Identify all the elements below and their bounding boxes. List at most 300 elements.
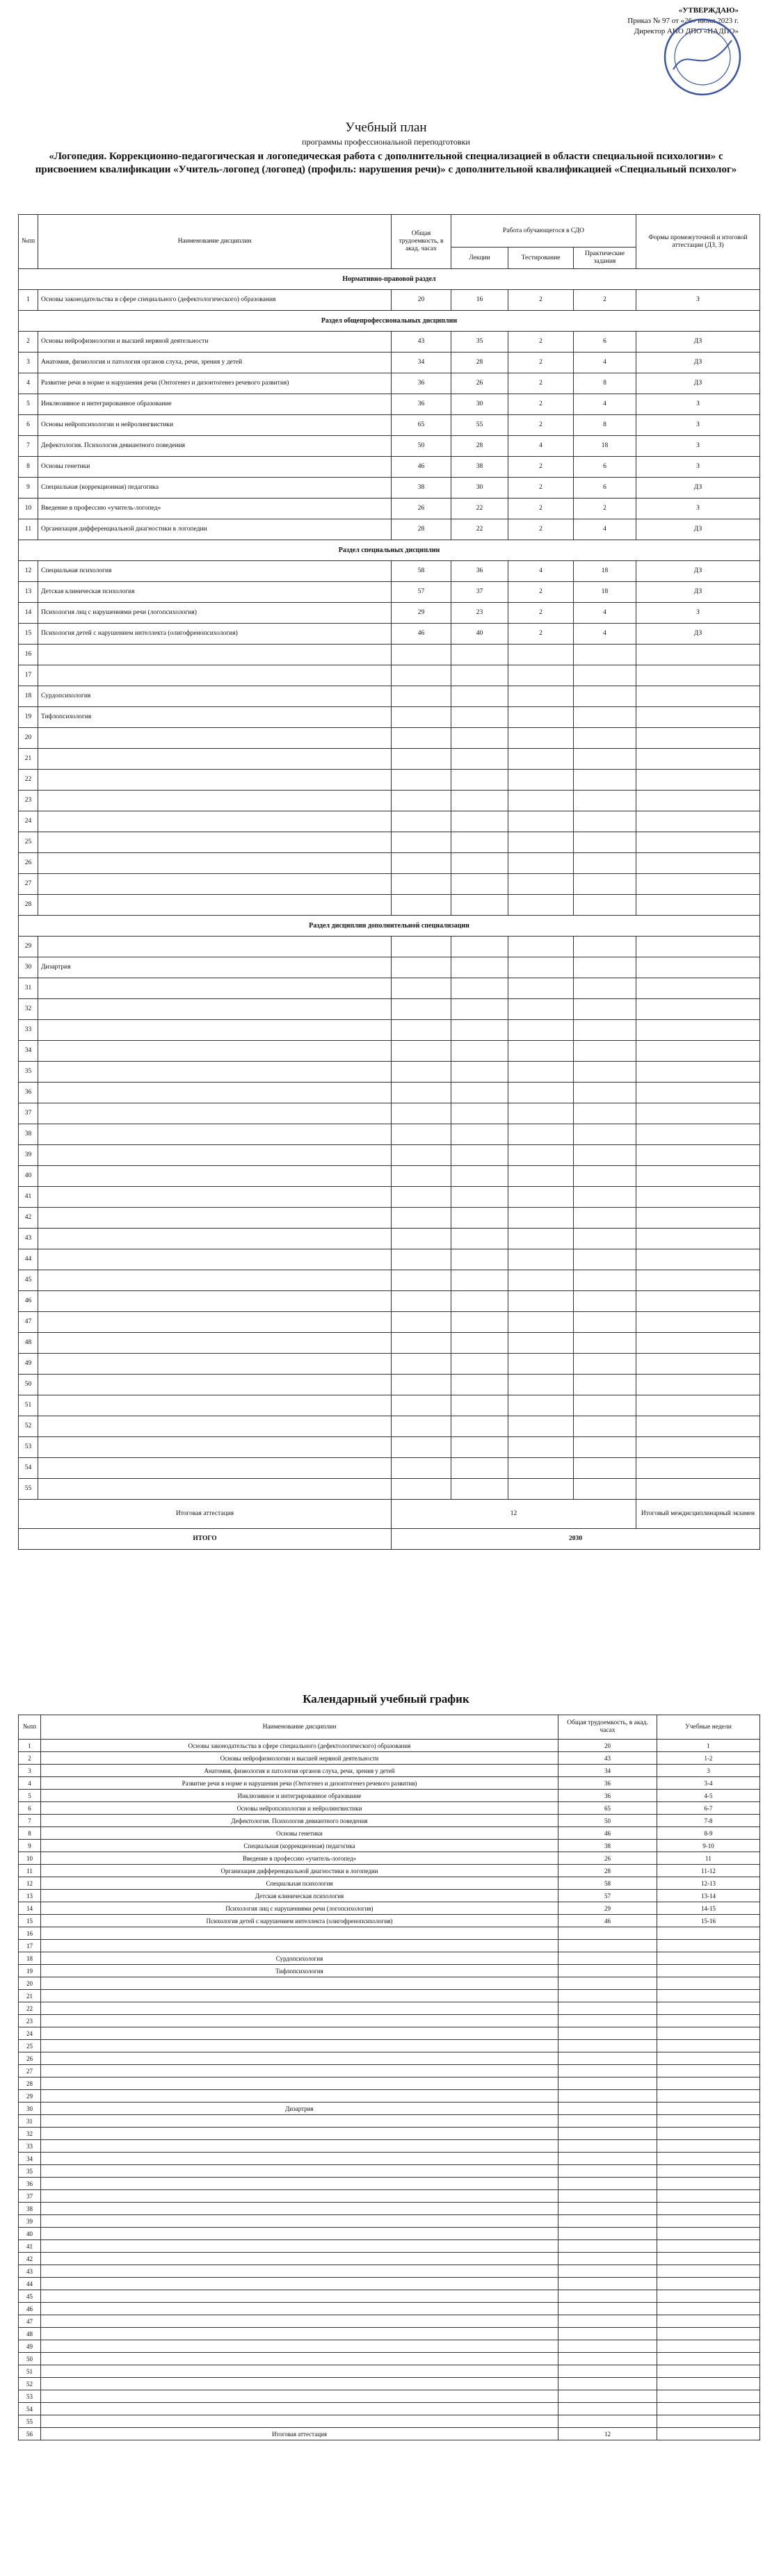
row-number: 23 — [19, 791, 38, 811]
total-hours: 28 — [392, 519, 451, 540]
total-hours — [558, 2240, 657, 2253]
practice-hours — [574, 1083, 636, 1103]
total-hours — [392, 1375, 451, 1395]
calendar-row — [19, 2265, 760, 2278]
col-sdo-header: Работа обучающегося в СДО — [451, 215, 636, 248]
row-number: 1 — [19, 290, 38, 311]
discipline-name: Специальная психология — [38, 561, 392, 582]
lecture-hours — [451, 978, 508, 999]
lecture-hours — [451, 1229, 508, 1249]
row-number: 21 — [19, 1990, 41, 2002]
assessment-form — [636, 1166, 760, 1187]
discipline-name — [38, 770, 392, 791]
row-number: 50 — [19, 2353, 41, 2365]
table-row — [19, 1124, 760, 1145]
testing-hours — [508, 1249, 574, 1270]
section-header-row — [19, 540, 760, 561]
lecture-hours: 55 — [451, 415, 508, 436]
total-hours: 36 — [558, 1777, 657, 1790]
calendar-row — [19, 2290, 760, 2303]
lecture-hours: 30 — [451, 394, 508, 415]
row-number: 27 — [19, 874, 38, 895]
total-hours: 34 — [558, 1765, 657, 1777]
discipline-name — [41, 2077, 558, 2090]
row-number: 40 — [19, 2228, 41, 2240]
row-number: 38 — [19, 1124, 38, 1145]
row-number: 47 — [19, 2315, 41, 2328]
study-weeks: 1-2 — [657, 1752, 760, 1765]
table-row — [19, 1437, 760, 1458]
testing-hours: 2 — [508, 394, 574, 415]
row-number: 13 — [19, 1890, 41, 1902]
discipline-name: Дизартрия — [41, 2103, 558, 2115]
practice-hours — [574, 1458, 636, 1479]
assessment-form — [636, 1249, 760, 1270]
row-number: 3 — [19, 353, 38, 373]
assessment-form — [636, 791, 760, 811]
calendar-row — [19, 2378, 760, 2390]
testing-hours — [508, 1166, 574, 1187]
discipline-name: Основы генетики — [38, 457, 392, 478]
row-number: 20 — [19, 1977, 41, 1990]
row-number: 55 — [19, 1479, 38, 1500]
discipline-name — [41, 2140, 558, 2153]
calendar-row — [19, 2090, 760, 2103]
lecture-hours: 37 — [451, 582, 508, 603]
study-weeks — [657, 2240, 760, 2253]
calendar-row — [19, 2303, 760, 2315]
total-hours: 36 — [558, 1790, 657, 1802]
discipline-name: Психология лиц с нарушениями речи (логопсихология) — [41, 1902, 558, 1915]
table-row — [19, 519, 760, 540]
assessment-form — [636, 1062, 760, 1083]
table-row — [19, 1208, 760, 1229]
assessment-form — [636, 1479, 760, 1500]
row-number: 6 — [19, 415, 38, 436]
practice-hours — [574, 665, 636, 686]
total-hours — [392, 707, 451, 728]
testing-hours: 2 — [508, 457, 574, 478]
row-number: 10 — [19, 499, 38, 519]
lecture-hours — [451, 1312, 508, 1333]
row-number: 53 — [19, 1437, 38, 1458]
discipline-name — [38, 1208, 392, 1229]
study-weeks: 8-9 — [657, 1827, 760, 1840]
discipline-name: Основы нейрофизиологии и высшей нервной деятельности — [41, 1752, 558, 1765]
study-weeks — [657, 2303, 760, 2315]
section-title: Раздел дисциплин дополнительной специализации — [19, 916, 760, 937]
total-hours — [392, 749, 451, 770]
discipline-name — [38, 1416, 392, 1437]
practice-hours — [574, 791, 636, 811]
study-weeks — [657, 2253, 760, 2265]
row-number: 47 — [19, 1312, 38, 1333]
assessment-form — [636, 1291, 760, 1312]
table-row — [19, 1416, 760, 1437]
table-row — [19, 1270, 760, 1291]
discipline-name — [41, 2328, 558, 2340]
table-row — [19, 665, 760, 686]
discipline-name: Специальная (коррекционная) педагогика — [41, 1840, 558, 1852]
calendar-row — [19, 2415, 760, 2428]
total-hours — [392, 1479, 451, 1500]
row-number: 52 — [19, 2378, 41, 2390]
discipline-name: Основы нейрофизиологии и высшей нервной деятельности — [38, 332, 392, 353]
practice-hours — [574, 978, 636, 999]
discipline-name — [38, 665, 392, 686]
row-number: 23 — [19, 2015, 41, 2027]
cal-col-num-header: №пп — [19, 1715, 41, 1740]
lecture-hours — [451, 1375, 508, 1395]
study-weeks — [657, 2390, 760, 2403]
row-number: 37 — [19, 1103, 38, 1124]
total-hours — [392, 1124, 451, 1145]
total-hours — [392, 999, 451, 1020]
total-row — [19, 1529, 760, 1550]
testing-hours — [508, 1312, 574, 1333]
total-hours — [392, 728, 451, 749]
row-number: 30 — [19, 957, 38, 978]
discipline-name: Дефектология. Психология девиантного поведения — [38, 436, 392, 457]
calendar-row — [19, 1965, 760, 1977]
calendar-row — [19, 2077, 760, 2090]
practice-hours: 18 — [574, 436, 636, 457]
testing-hours — [508, 1354, 574, 1375]
practice-hours — [574, 1062, 636, 1083]
discipline-name — [41, 2240, 558, 2253]
study-weeks: 7-8 — [657, 1815, 760, 1827]
final-certification-form: Итоговый междисциплинарный экзамен — [636, 1500, 760, 1529]
total-hours: 43 — [558, 1752, 657, 1765]
discipline-name — [38, 1354, 392, 1375]
total-hours: 50 — [392, 436, 451, 457]
row-number: 1 — [19, 1740, 41, 1752]
study-weeks — [657, 2328, 760, 2340]
practice-hours — [574, 1375, 636, 1395]
total-hours — [558, 2090, 657, 2103]
row-number: 9 — [19, 478, 38, 499]
discipline-name — [38, 1020, 392, 1041]
lecture-hours — [451, 1416, 508, 1437]
section-header-row — [19, 916, 760, 937]
assessment-form — [636, 1041, 760, 1062]
row-number: 4 — [19, 373, 38, 394]
practice-hours — [574, 728, 636, 749]
total-hours: 46 — [392, 457, 451, 478]
assessment-form: З — [636, 415, 760, 436]
calendar-row — [19, 2353, 760, 2365]
calendar-row — [19, 2340, 760, 2353]
total-label: ИТОГО — [19, 1529, 392, 1550]
total-hours — [558, 2253, 657, 2265]
discipline-name — [41, 2340, 558, 2353]
study-weeks — [657, 2065, 760, 2077]
row-number: 19 — [19, 707, 38, 728]
final-certification-row — [19, 1500, 760, 1529]
calendar-row — [19, 1877, 760, 1890]
practice-hours: 2 — [574, 499, 636, 519]
total-hours: 29 — [392, 603, 451, 624]
table-row — [19, 895, 760, 916]
total-hours: 26 — [558, 1852, 657, 1865]
assessment-form — [636, 1187, 760, 1208]
calendar-row — [19, 2040, 760, 2052]
col-total-header: Общая трудоемкость, в акад. часах — [392, 215, 451, 269]
total-hours — [558, 1940, 657, 1952]
discipline-name — [41, 1940, 558, 1952]
row-number: 50 — [19, 1375, 38, 1395]
total-hours: 26 — [392, 499, 451, 519]
table-row — [19, 749, 760, 770]
lecture-hours — [451, 1062, 508, 1083]
signature-stroke — [673, 40, 732, 70]
row-number: 17 — [19, 665, 38, 686]
discipline-name: Инклюзивное и интегрированное образование — [38, 394, 392, 415]
total-hours — [558, 2353, 657, 2365]
total-hours — [558, 1965, 657, 1977]
assessment-form: З — [636, 457, 760, 478]
testing-hours — [508, 1291, 574, 1312]
assessment-form: ДЗ — [636, 519, 760, 540]
testing-hours — [508, 978, 574, 999]
lecture-hours: 40 — [451, 624, 508, 645]
lecture-hours — [451, 895, 508, 916]
total-hours — [558, 2290, 657, 2303]
practice-hours: 4 — [574, 624, 636, 645]
table-row — [19, 499, 760, 519]
row-number: 20 — [19, 728, 38, 749]
assessment-form — [636, 978, 760, 999]
final-certification-hours: 12 — [392, 1500, 636, 1529]
testing-hours — [508, 1062, 574, 1083]
discipline-name — [41, 2065, 558, 2077]
table-row — [19, 728, 760, 749]
section-header-row — [19, 311, 760, 332]
total-hours — [558, 2040, 657, 2052]
calendar-row — [19, 2115, 760, 2128]
discipline-name — [41, 2390, 558, 2403]
lecture-hours — [451, 832, 508, 853]
assessment-form — [636, 811, 760, 832]
calendar-row — [19, 1915, 760, 1927]
study-weeks — [657, 2365, 760, 2378]
lecture-hours: 23 — [451, 603, 508, 624]
row-number: 28 — [19, 895, 38, 916]
testing-hours: 2 — [508, 478, 574, 499]
row-number: 22 — [19, 770, 38, 791]
col-practice-header: Практические задания — [574, 248, 636, 269]
assessment-form — [636, 1208, 760, 1229]
discipline-name: Инклюзивное и интегрированное образование — [41, 1790, 558, 1802]
lecture-hours — [451, 957, 508, 978]
practice-hours — [574, 1479, 636, 1500]
study-weeks: 9-10 — [657, 1840, 760, 1852]
lecture-hours — [451, 1291, 508, 1312]
row-number: 51 — [19, 2365, 41, 2378]
cal-col-weeks-header: Учебные недели — [657, 1715, 760, 1740]
assessment-form: З — [636, 290, 760, 311]
discipline-name: Введение в профессию «учитель-логопед» — [41, 1852, 558, 1865]
discipline-name — [38, 1166, 392, 1187]
practice-hours: 8 — [574, 373, 636, 394]
discipline-name — [38, 1124, 392, 1145]
row-number: 32 — [19, 999, 38, 1020]
assessment-form — [636, 1458, 760, 1479]
lecture-hours — [451, 1103, 508, 1124]
lecture-hours: 36 — [451, 561, 508, 582]
study-weeks — [657, 1940, 760, 1952]
row-number: 8 — [19, 1827, 41, 1840]
testing-hours — [508, 1416, 574, 1437]
total-hours: 46 — [558, 1915, 657, 1927]
discipline-name — [38, 811, 392, 832]
total-hours — [558, 2315, 657, 2328]
practice-hours — [574, 686, 636, 707]
practice-hours — [574, 1229, 636, 1249]
calendar-row — [19, 2002, 760, 2015]
table-row — [19, 1333, 760, 1354]
calendar-row — [19, 1802, 760, 1815]
practice-hours — [574, 1041, 636, 1062]
row-number: 17 — [19, 1940, 41, 1952]
study-weeks: 6-7 — [657, 1802, 760, 1815]
row-number: 14 — [19, 603, 38, 624]
calendar-row — [19, 2027, 760, 2040]
total-hours — [392, 1166, 451, 1187]
total-hours — [558, 2215, 657, 2228]
assessment-form: ДЗ — [636, 332, 760, 353]
table-row — [19, 686, 760, 707]
study-weeks — [657, 2378, 760, 2390]
calendar-row — [19, 2403, 760, 2415]
practice-hours — [574, 1187, 636, 1208]
cal-col-name-header: Наименование дисциплин — [41, 1715, 558, 1740]
lecture-hours — [451, 770, 508, 791]
col-testing-header: Тестирование — [508, 248, 574, 269]
total-hours: 36 — [392, 373, 451, 394]
discipline-name — [38, 1333, 392, 1354]
lecture-hours — [451, 1124, 508, 1145]
lecture-hours — [451, 645, 508, 665]
study-weeks — [657, 2415, 760, 2428]
row-number: 14 — [19, 1902, 41, 1915]
total-hours — [558, 2190, 657, 2203]
study-weeks — [657, 2153, 760, 2165]
study-weeks: 3-4 — [657, 1777, 760, 1790]
total-hours: 58 — [558, 1877, 657, 1890]
practice-hours — [574, 770, 636, 791]
lecture-hours — [451, 1020, 508, 1041]
testing-hours: 2 — [508, 290, 574, 311]
section-header-row — [19, 269, 760, 290]
calendar-row — [19, 2065, 760, 2077]
testing-hours: 2 — [508, 332, 574, 353]
row-number: 49 — [19, 2340, 41, 2353]
table-row — [19, 457, 760, 478]
total-hours — [558, 2365, 657, 2378]
study-weeks — [657, 2215, 760, 2228]
assessment-form — [636, 1270, 760, 1291]
total-hours — [392, 957, 451, 978]
row-number: 39 — [19, 1145, 38, 1166]
row-number: 39 — [19, 2215, 41, 2228]
row-number: 37 — [19, 2190, 41, 2203]
plan-heading — [0, 120, 772, 177]
total-hours — [558, 2328, 657, 2340]
total-hours: 20 — [392, 290, 451, 311]
study-weeks — [657, 2290, 760, 2303]
calendar-table — [18, 1715, 760, 2440]
discipline-name: Основы нейропсихологии и нейролингвистики — [38, 415, 392, 436]
total-hours — [392, 1458, 451, 1479]
calendar-row — [19, 2203, 760, 2215]
table-row — [19, 1312, 760, 1333]
row-number: 4 — [19, 1777, 41, 1790]
practice-hours — [574, 874, 636, 895]
practice-hours — [574, 957, 636, 978]
practice-hours: 2 — [574, 290, 636, 311]
total-hours: 57 — [558, 1890, 657, 1902]
total-hours: 50 — [558, 1815, 657, 1827]
table-row — [19, 937, 760, 957]
total-hours — [558, 1990, 657, 2002]
final-certification-label: Итоговая аттестация — [19, 1500, 392, 1529]
assessment-form — [636, 707, 760, 728]
discipline-name: Сурдопсихология — [38, 686, 392, 707]
table-row — [19, 1166, 760, 1187]
total-hours: 65 — [392, 415, 451, 436]
testing-hours — [508, 1458, 574, 1479]
lecture-hours: 22 — [451, 499, 508, 519]
assessment-form — [636, 999, 760, 1020]
stamp-outer-ring — [665, 19, 740, 95]
calendar-row — [19, 2178, 760, 2190]
lecture-hours — [451, 1145, 508, 1166]
lecture-hours: 28 — [451, 353, 508, 373]
assessment-form — [636, 853, 760, 874]
practice-hours — [574, 749, 636, 770]
row-number: 42 — [19, 1208, 38, 1229]
calendar-body — [19, 1740, 760, 2440]
calendar-row — [19, 1852, 760, 1865]
discipline-name: Детская клиническая психология — [38, 582, 392, 603]
assessment-form — [636, 770, 760, 791]
total-hours: 58 — [392, 561, 451, 582]
lecture-hours — [451, 1041, 508, 1062]
row-number: 6 — [19, 1802, 41, 1815]
discipline-name — [38, 874, 392, 895]
study-weeks — [657, 1977, 760, 1990]
calendar-row — [19, 1890, 760, 1902]
discipline-name — [38, 1479, 392, 1500]
discipline-name — [38, 1437, 392, 1458]
row-number: 34 — [19, 2153, 41, 2165]
row-number: 28 — [19, 2077, 41, 2090]
total-hours — [392, 1291, 451, 1312]
total-hours: 34 — [392, 353, 451, 373]
discipline-name — [41, 2278, 558, 2290]
lecture-hours: 38 — [451, 457, 508, 478]
discipline-name — [38, 1187, 392, 1208]
assessment-form — [636, 1437, 760, 1458]
total-hours — [392, 1041, 451, 1062]
lecture-hours — [451, 999, 508, 1020]
row-number: 16 — [19, 645, 38, 665]
study-weeks — [657, 2140, 760, 2153]
study-weeks — [657, 2190, 760, 2203]
testing-hours — [508, 811, 574, 832]
row-number: 40 — [19, 1166, 38, 1187]
